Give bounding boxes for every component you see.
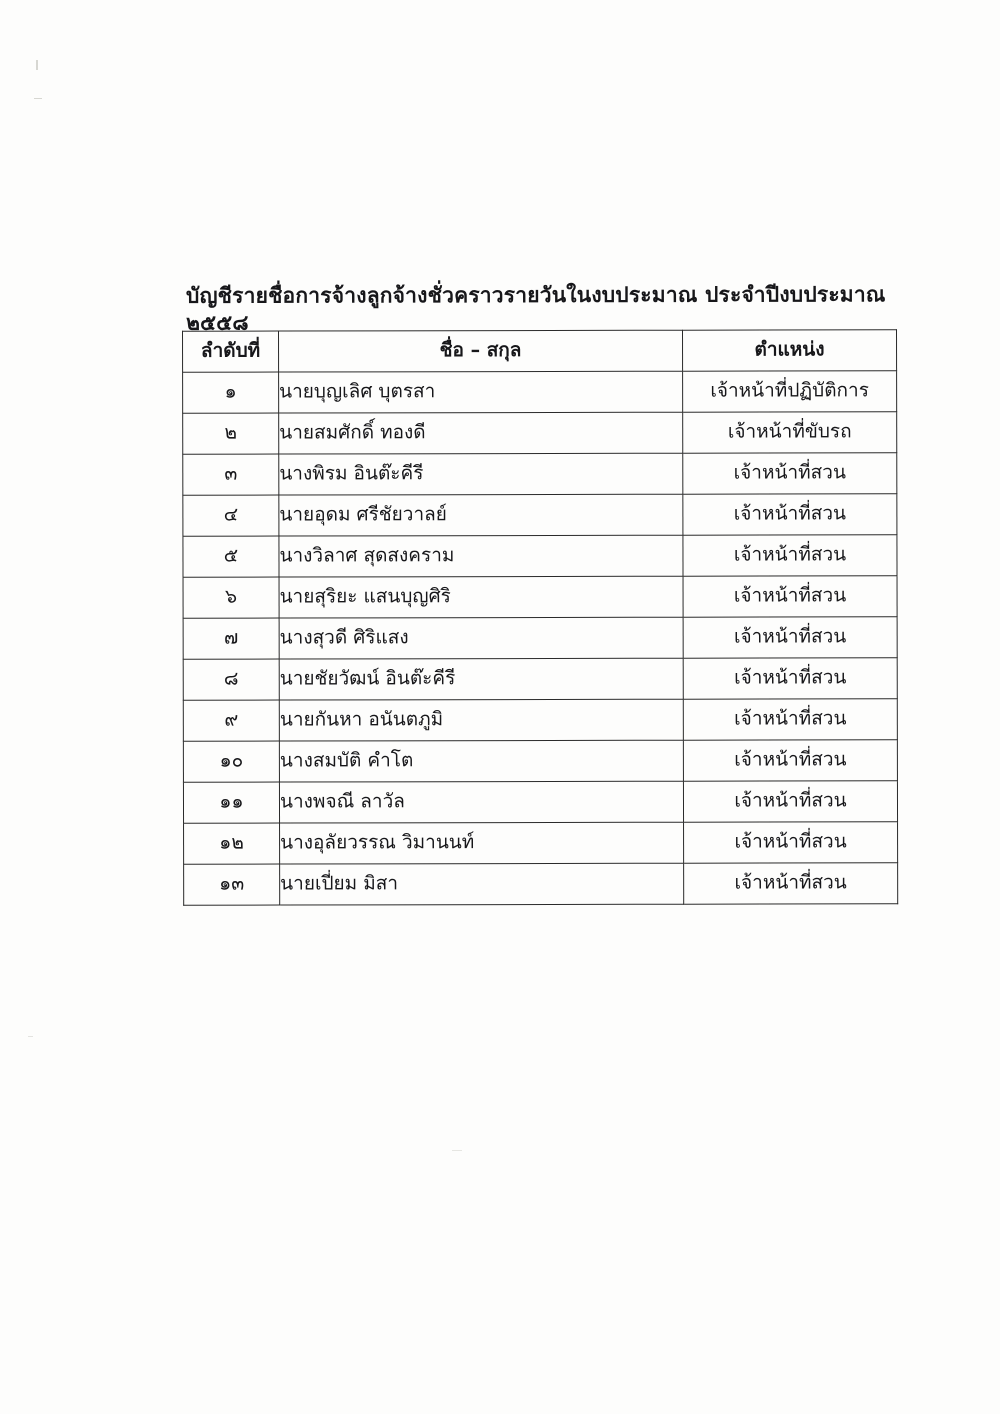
- table-row: [183, 412, 897, 454]
- table-row: [183, 740, 897, 782]
- cell-name: นางวิลาศ สุดสงคราม: [279, 535, 683, 577]
- cell-position: เจ้าหน้าที่สวน: [684, 822, 898, 863]
- table-row: [184, 822, 898, 864]
- table-row: [183, 576, 897, 618]
- page-title: บัญชีรายชื่อการจ้างลูกจ้างชั่วคราวรายวันในงบประมาณ ประจำปีงบประมาณ ๒๕๕๘: [186, 282, 886, 336]
- cell-position: เจ้าหน้าที่สวน: [683, 658, 897, 699]
- cell-position: เจ้าหน้าที่สวน: [683, 535, 897, 576]
- table-row: [183, 371, 897, 413]
- table-row: [183, 453, 897, 495]
- cell-name: นางสุวดี ศิริแสง: [279, 617, 683, 659]
- cell-name: นายเปี่ยม มิสา: [280, 863, 684, 905]
- cell-name: นายอุดม ศรีชัยวาลย์: [279, 494, 683, 536]
- cell-position: เจ้าหน้าที่ปฏิบัติการ: [683, 371, 897, 412]
- table-row: [183, 781, 897, 823]
- table-row: [183, 699, 897, 741]
- cell-order: ๗: [183, 618, 279, 659]
- cell-name: นายบุญเลิศ บุตรสา: [279, 371, 683, 413]
- cell-position: เจ้าหน้าที่สวน: [683, 453, 897, 494]
- cell-name: นายสมศักดิ์ ทองดี: [279, 412, 683, 454]
- cell-order: ๒: [183, 413, 279, 454]
- cell-position: เจ้าหน้าที่สวน: [683, 740, 897, 781]
- cell-name: นางอุลัยวรรณ วิมานนท์: [280, 822, 684, 864]
- cell-order: ๑๒: [184, 823, 280, 864]
- cell-order: ๖: [183, 577, 279, 618]
- cell-position: เจ้าหน้าที่สวน: [683, 494, 897, 535]
- cell-name: นางสมบัติ คำโต: [279, 740, 683, 782]
- cell-name: นางพิรม อินต๊ะคีรี: [279, 453, 683, 495]
- cell-order: ๑๑: [183, 782, 279, 823]
- column-header-name: ชื่อ – สกุล: [279, 330, 683, 372]
- cell-order: ๑: [183, 372, 279, 413]
- cell-position: เจ้าหน้าที่ขับรถ: [683, 412, 897, 453]
- cell-position: เจ้าหน้าที่สวน: [684, 863, 898, 904]
- cell-order: ๔: [183, 495, 279, 536]
- cell-order: ๙: [183, 700, 279, 741]
- cell-name: นายสุริยะ แสนบุญศิริ: [279, 576, 683, 618]
- cell-order: ๓: [183, 454, 279, 495]
- cell-position: เจ้าหน้าที่สวน: [683, 617, 897, 658]
- table-header-row: [183, 330, 897, 372]
- cell-name: นางพจณี ลาวัล: [279, 781, 683, 823]
- cell-order: ๑๓: [184, 864, 280, 905]
- table-row: [183, 617, 897, 659]
- scan-artifact: [36, 60, 38, 70]
- cell-order: ๘: [183, 659, 279, 700]
- table-row: [183, 494, 897, 536]
- cell-position: เจ้าหน้าที่สวน: [683, 699, 897, 740]
- cell-name: นายชัยวัฒน์ อินต๊ะคีรี: [279, 658, 683, 700]
- cell-order: ๑๐: [183, 741, 279, 782]
- scan-artifact: [28, 1036, 33, 1037]
- column-header-position: ตำแหน่ง: [683, 330, 897, 371]
- scan-artifact: [34, 98, 42, 99]
- table-row: [183, 535, 897, 577]
- cell-position: เจ้าหน้าที่สวน: [683, 781, 897, 822]
- cell-position: เจ้าหน้าที่สวน: [683, 576, 897, 617]
- table-row: [183, 658, 897, 700]
- cell-name: นายกันหา อนันตภูมิ: [279, 699, 683, 741]
- employee-roster-table: [182, 329, 898, 905]
- column-header-order: ลำดับที่: [183, 331, 279, 372]
- scan-artifact: [452, 1150, 462, 1151]
- table-row: [184, 863, 898, 905]
- cell-order: ๕: [183, 536, 279, 577]
